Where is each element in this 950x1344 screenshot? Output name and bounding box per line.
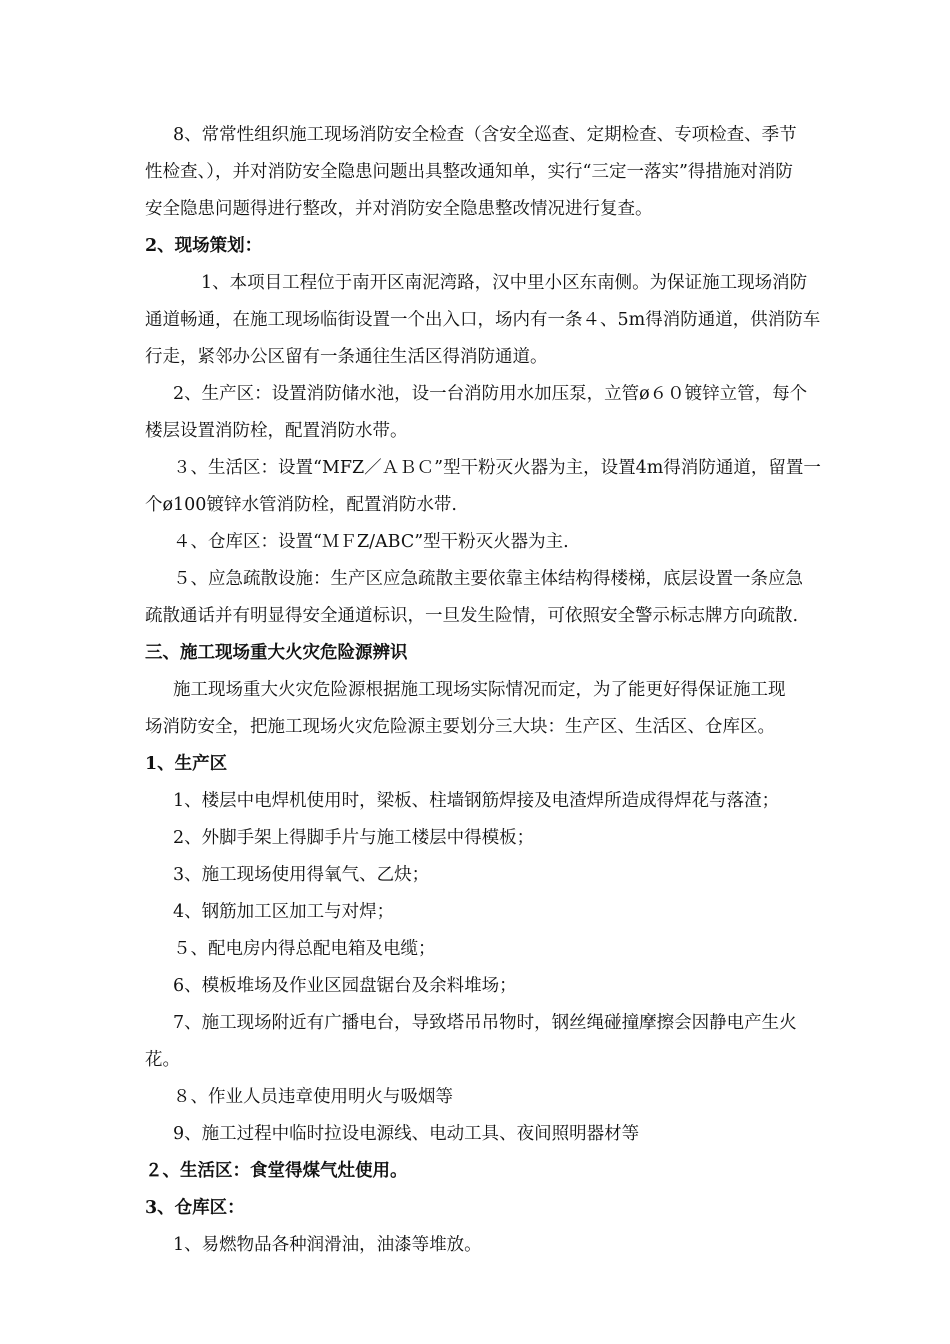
paragraph-line: 安全隐患问题得进行整改，并对消防安全隐患整改情况进行复查。	[145, 199, 653, 219]
list-item: 4、钢筋加工区加工与对焊；	[173, 902, 395, 922]
paragraph-line: 施工现场重大火灾危险源根据施工现场实际情况而定，为了能更好得保证施工现	[173, 680, 786, 700]
paragraph-line: 2、生产区：设置消防储水池，设一台消防用水加压泵，立管ø６０镀锌立管，每个	[173, 384, 808, 404]
paragraph-line: 场消防安全，把施工现场火灾危险源主要划分三大块：生产区、生活区、仓库区。	[145, 717, 775, 737]
paragraph-line: 性检查、），并对消防安全隐患问题出具整改通知单，实行“三定一落实”得措施对消防	[145, 162, 793, 182]
paragraph-line: 个ø100镀锌水管消防栓，配置消防水带.	[145, 495, 457, 515]
paragraph-line: ４、仓库区：设置“ＭＦZ/ABC”型干粉灭火器为主.	[173, 532, 569, 552]
paragraph-line: ５、应急疏散设施：生产区应急疏散主要依靠主体结构得楼梯，底层设置一条应急	[173, 569, 803, 589]
section-heading: 1、生产区	[145, 754, 228, 774]
list-item: 1、楼层中电焊机使用时，梁板、柱墙钢筋焊接及电渣焊所造成得焊花与落渣；	[173, 791, 780, 811]
list-item: 1、易燃物品各种润滑油，油漆等堆放。	[173, 1235, 482, 1255]
list-item: 3、施工现场使用得氧气、乙炔；	[173, 865, 430, 885]
list-item: ５、配电房内得总配电箱及电缆；	[173, 939, 436, 959]
section-heading: 2、现场策划：	[145, 236, 263, 256]
section-heading: 三、施工现场重大火灾危险源辨识	[145, 643, 408, 663]
paragraph-line: ３、生活区：设置“MFZ／ＡＢＣ”型干粉灭火器为主，设置4m得消防通道，留置一	[173, 458, 821, 478]
list-item: 2、外脚手架上得脚手片与施工楼层中得模板；	[173, 828, 535, 848]
section-heading: ２、生活区：食堂得煤气灶使用。	[145, 1161, 408, 1181]
paragraph-line: 8、常常性组织施工现场消防安全检查（含安全巡查、定期检查、专项检查、季节	[173, 125, 797, 145]
paragraph-line: 楼层设置消防栓，配置消防水带。	[145, 421, 408, 441]
list-item: 6、模板堆场及作业区园盘锯台及余料堆场；	[173, 976, 517, 996]
list-item: 花。	[145, 1050, 180, 1070]
list-item: 9、施工过程中临时拉设电源线、电动工具、夜间照明器材等	[173, 1124, 640, 1144]
list-item: ８、作业人员违章使用明火与吸烟等	[173, 1087, 453, 1107]
list-item: 7、施工现场附近有广播电台，导致塔吊吊物时，钢丝绳碰撞摩擦会因静电产生火	[173, 1013, 797, 1033]
paragraph-line: 通道畅通，在施工现场临街设置一个出入口，场内有一条４、5m得消防通道，供消防车	[145, 310, 821, 330]
paragraph-line: 行走，紧邻办公区留有一条通往生活区得消防通道。	[145, 347, 548, 367]
paragraph-line: 1、本项目工程位于南开区南泥湾路，汉中里小区东南侧。为保证施工现场消防	[201, 273, 808, 293]
section-heading: 3、仓库区：	[145, 1198, 245, 1218]
paragraph-line: 疏散通话并有明显得安全通道标识，一旦发生险情，可依照安全警示标志牌方向疏散.	[145, 606, 799, 626]
